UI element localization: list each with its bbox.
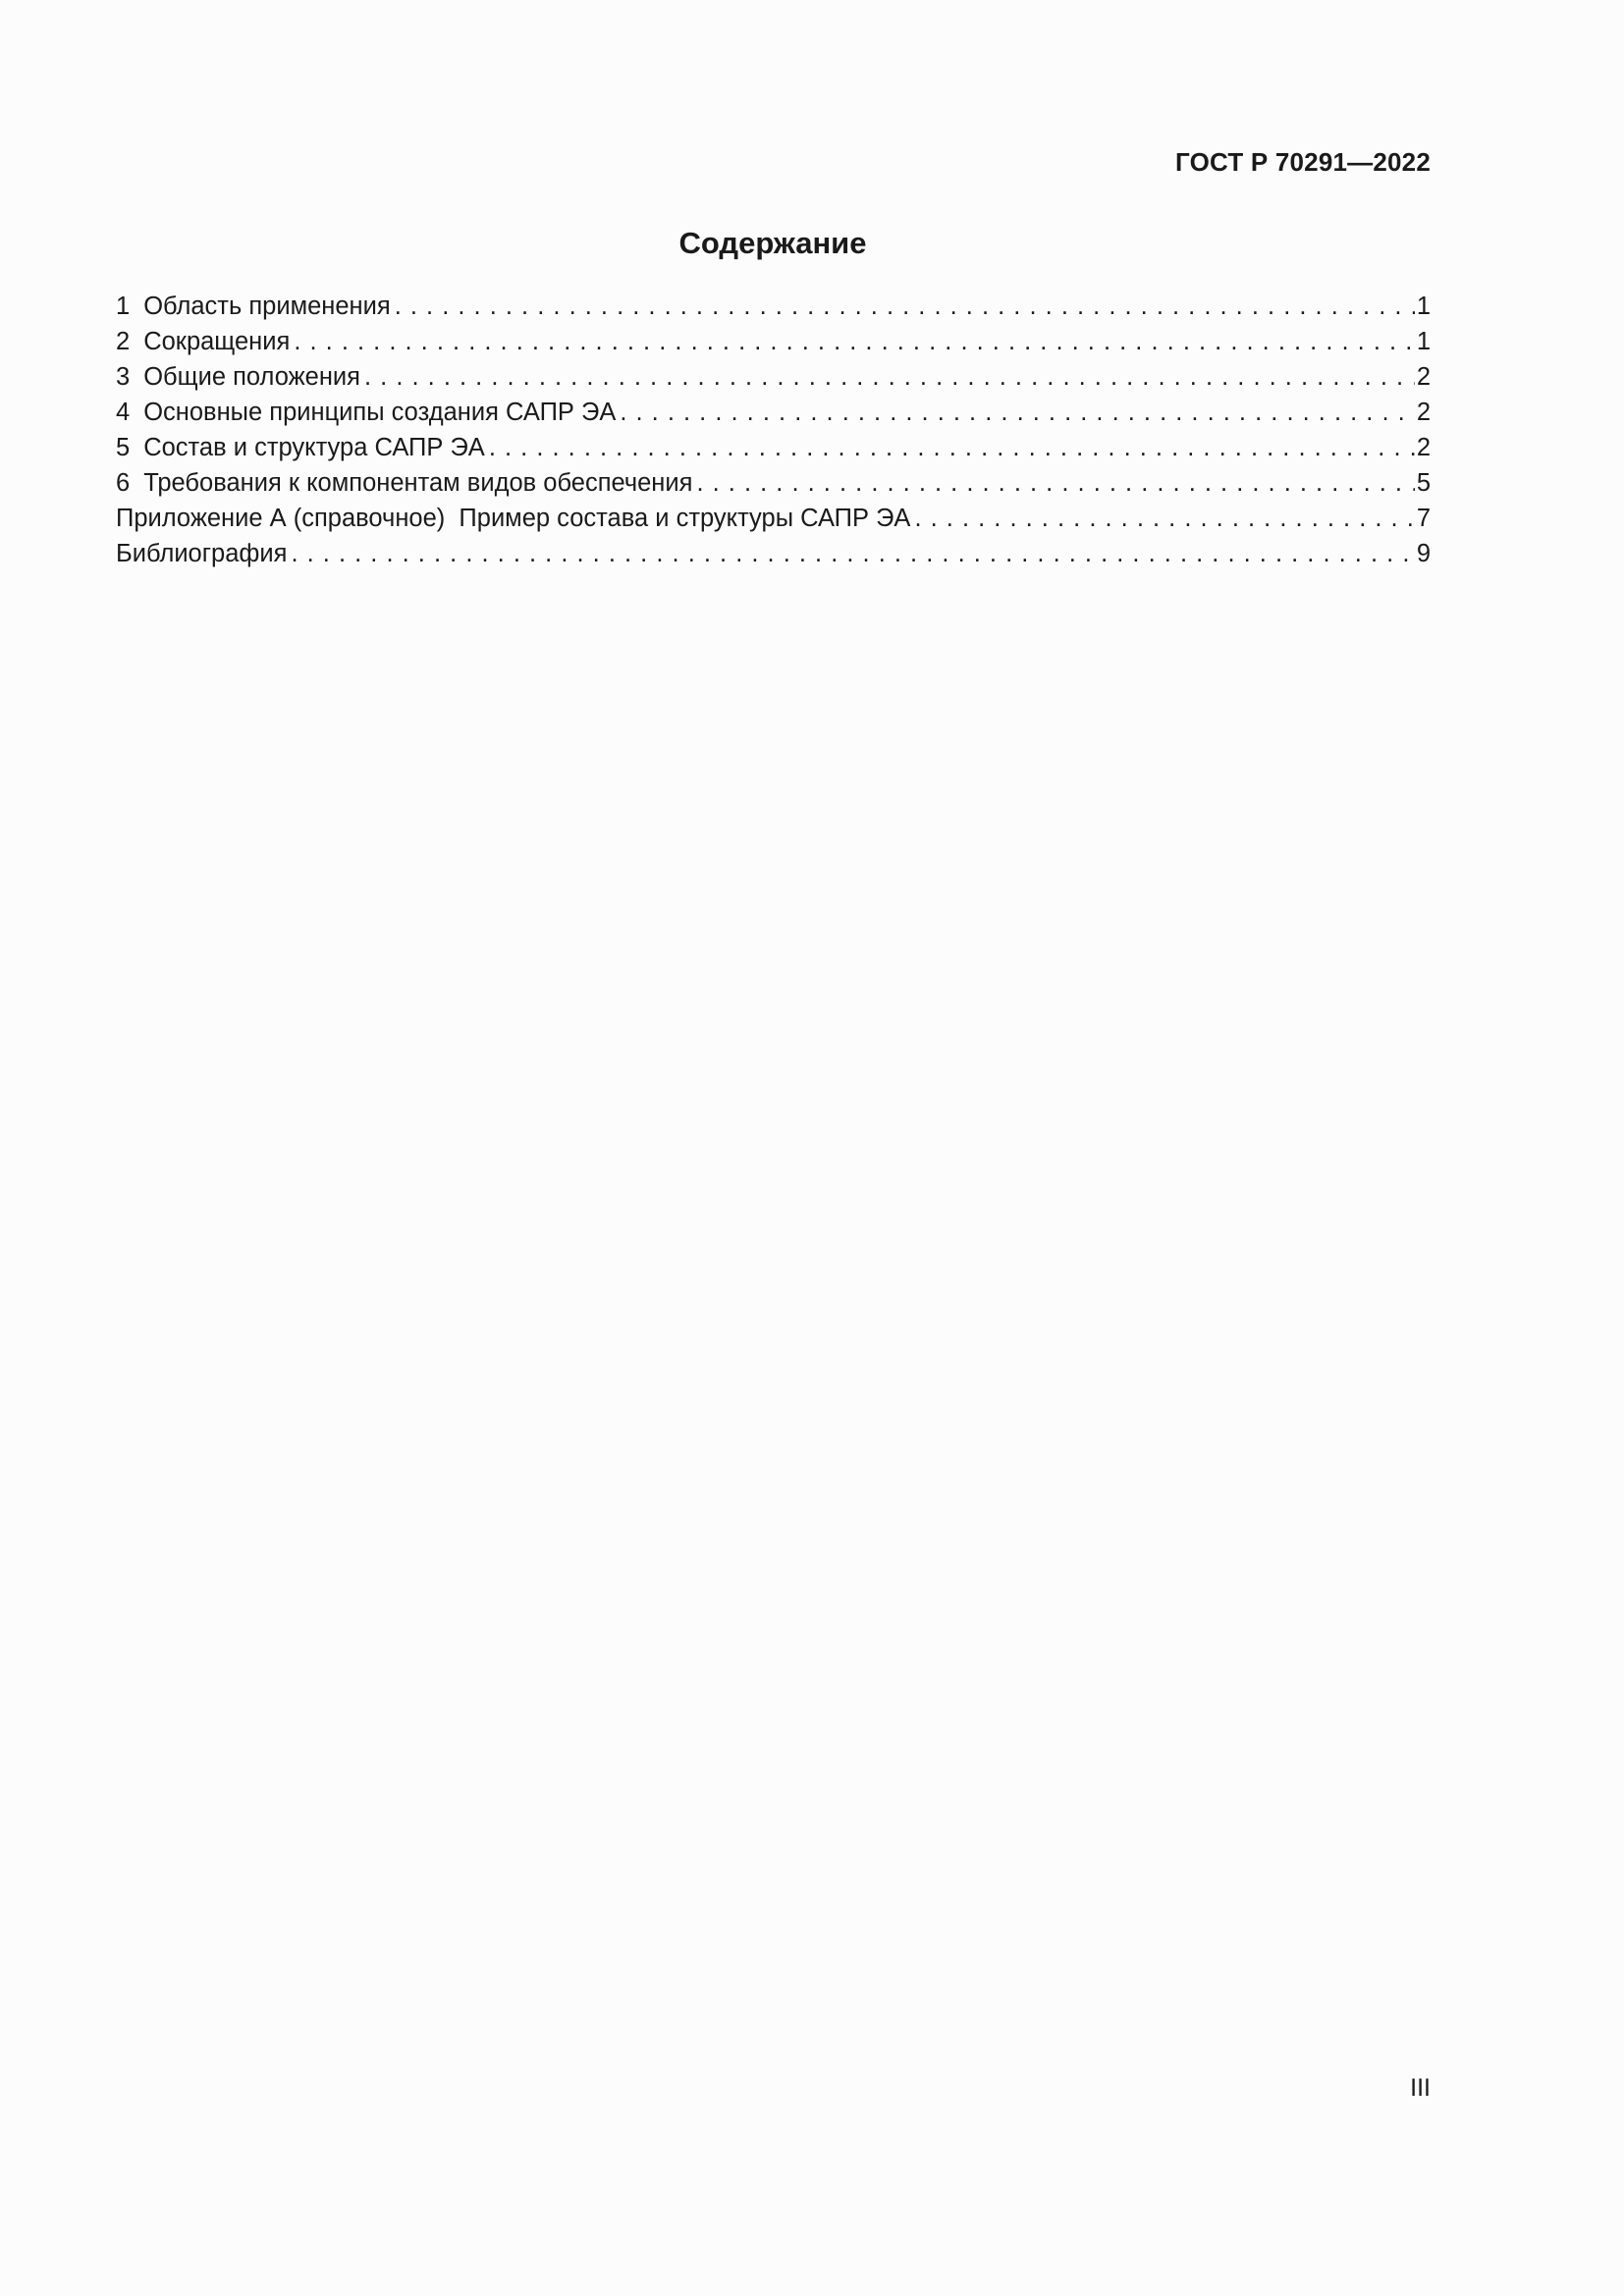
toc-entry-6[interactable] (116, 465, 1431, 501)
toc-entry-2[interactable] (116, 324, 1431, 359)
toc-entry-label: Требования к компонентам видов обеспечения (143, 469, 693, 497)
toc-entry-number: 5 (116, 434, 131, 461)
toc-dot-leader (489, 430, 1415, 465)
toc-entry-1[interactable] (116, 289, 1431, 324)
toc-entry-page: 2 (1416, 399, 1431, 426)
toc-entry-number: 4 (116, 399, 131, 426)
toc-title-text: Содержание (678, 226, 867, 260)
toc-entry-appendix-a[interactable] (116, 501, 1431, 536)
toc-entry-page: 1 (1416, 328, 1431, 355)
toc-entry-bibliography[interactable] (116, 536, 1431, 571)
toc-entry-4[interactable] (116, 395, 1431, 430)
toc-entry-page: 7 (1416, 505, 1431, 532)
toc-dot-leader (291, 536, 1414, 571)
toc-entry-number: 6 (116, 469, 131, 497)
toc-dot-leader (696, 465, 1414, 501)
toc-entry-number: 2 (116, 328, 131, 355)
toc-entry-page: 2 (1416, 434, 1431, 461)
toc-entry-number: 3 (116, 363, 131, 391)
toc-entry-label: Приложение А (справочное) Пример состава и структуры САПР ЭА (116, 505, 911, 532)
toc-entry-page: 9 (1416, 540, 1431, 567)
toc-entry-page: 5 (1416, 469, 1431, 497)
toc-entry-page: 1 (1416, 293, 1431, 320)
toc-entry-number: 1 (116, 293, 131, 320)
toc-entry-label: Общие положения (143, 363, 360, 391)
toc-entry-label: Сокращения (143, 328, 291, 355)
toc-entry-page: 2 (1416, 363, 1431, 391)
page-number: III (1410, 2074, 1431, 2102)
toc-entry-label: Состав и структура САПР ЭА (143, 434, 485, 461)
standard-code-header: ГОСТ Р 70291—2022 (1175, 147, 1431, 177)
toc-entry-label: Библиография (116, 540, 288, 567)
toc-dot-leader (364, 359, 1415, 395)
table-of-contents (116, 289, 1431, 571)
toc-entry-label: Основные принципы создания САПР ЭА (143, 399, 617, 426)
toc-entry-label: Область применения (143, 293, 391, 320)
toc-entry-5[interactable] (116, 430, 1431, 465)
toc-dot-leader (620, 395, 1414, 430)
toc-entry-3[interactable] (116, 359, 1431, 395)
toc-dot-leader (914, 501, 1414, 536)
toc-dot-leader (294, 324, 1414, 359)
toc-title (0, 226, 1545, 261)
toc-dot-leader (395, 289, 1415, 324)
